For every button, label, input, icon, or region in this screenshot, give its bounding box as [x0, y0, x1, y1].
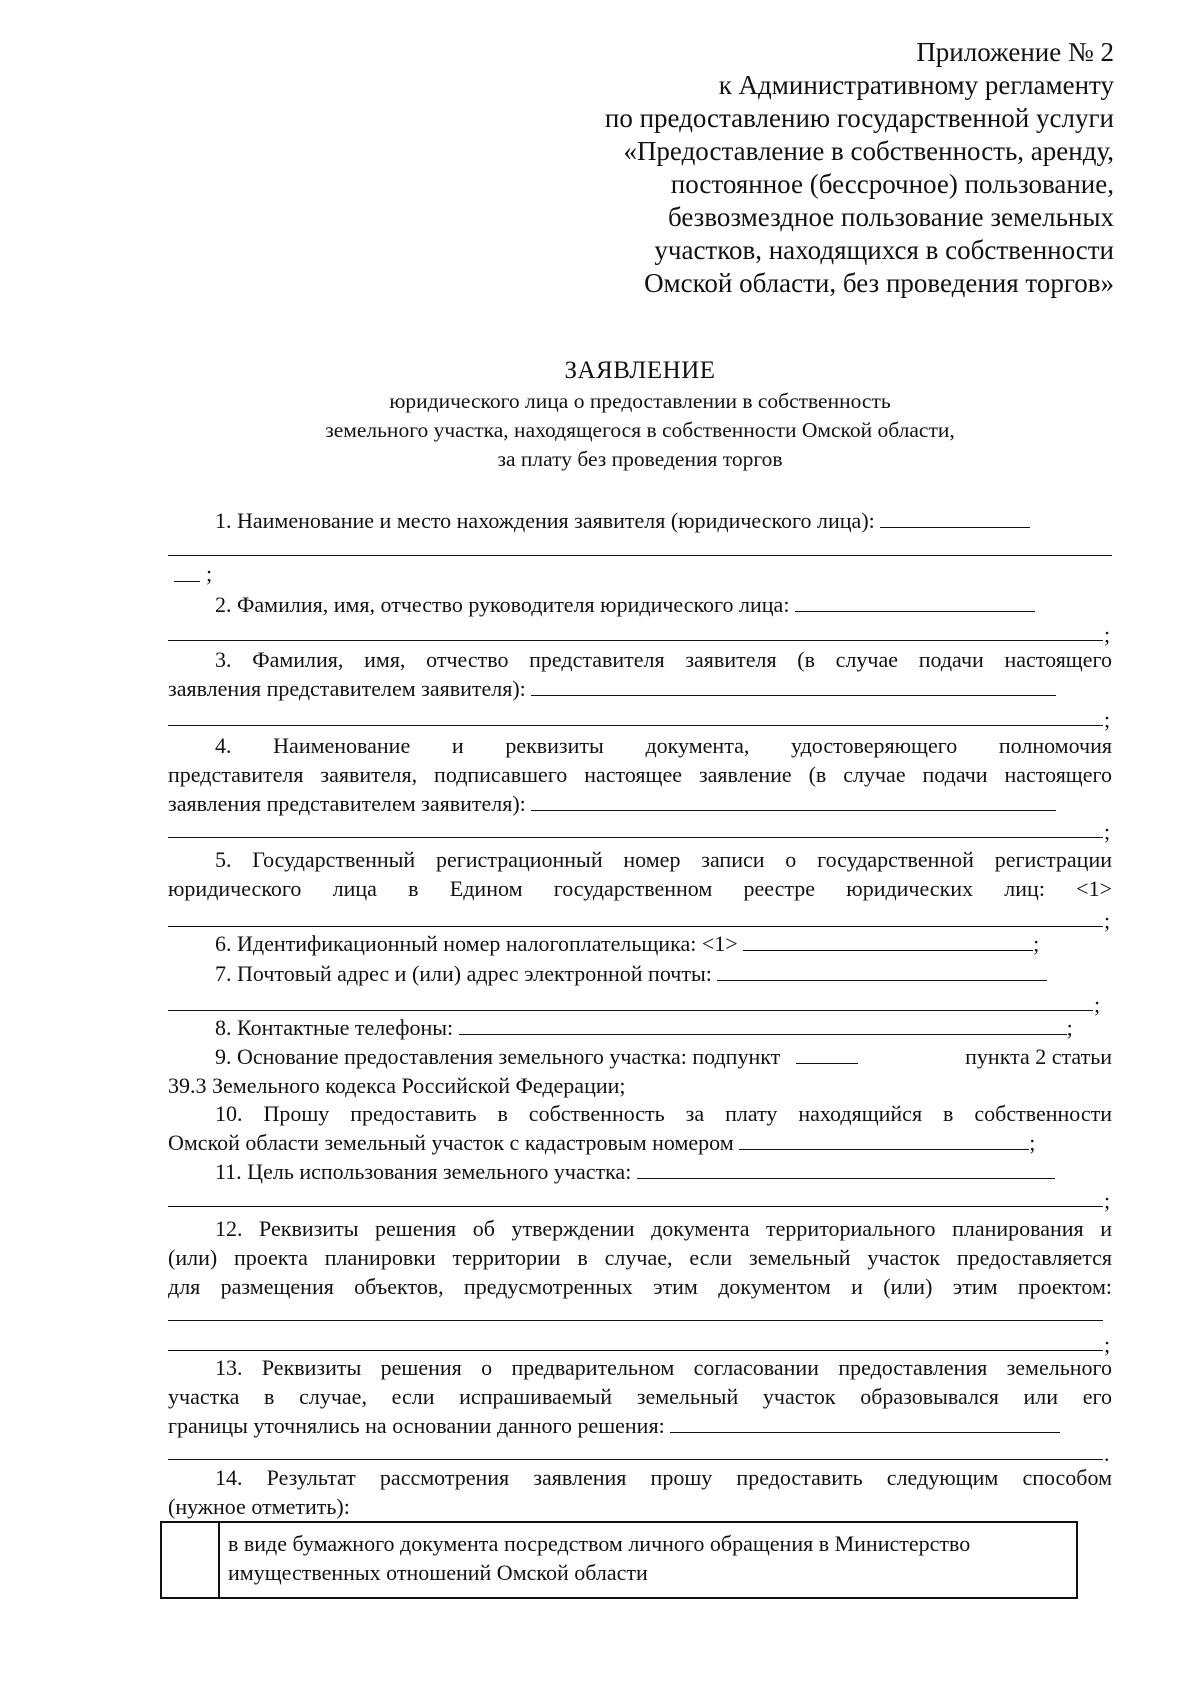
planning-decision-line-2[interactable]	[168, 1350, 1103, 1351]
semicolon: ;	[1104, 622, 1111, 647]
semicolon: ;	[1104, 1332, 1111, 1357]
item-13-line-2: участка в случае, если испрашиваемый земельный участок образовывался или его	[168, 1384, 1112, 1409]
item-3	[168, 645, 1112, 703]
item-10-line-2: Омской области земельный участок с кадастровым номером	[168, 1130, 734, 1155]
item-8-label: 8. Контактные телефоны:	[215, 1015, 454, 1040]
header-line: «Предоставление в собственность, аренду,	[623, 136, 1114, 166]
item-7	[168, 959, 1159, 988]
item-12-line-2: (или) проекта планировки территории в случае, если земельный участок предоставляется	[168, 1245, 1112, 1270]
item-11-label: 11. Цель использования земельного участка:	[215, 1159, 632, 1184]
item-14	[168, 1463, 1112, 1521]
item-1-label: 1. Наименование и место нахождения заявителя (юридического лица):	[215, 508, 875, 533]
semicolon: ;	[1094, 992, 1101, 1017]
period: .	[1104, 1441, 1110, 1466]
result-option-table	[160, 1521, 1078, 1599]
ogrn-line[interactable]	[168, 926, 1103, 927]
semicolon: ;	[1104, 707, 1111, 732]
item-3-line-1: 3. Фамилия, имя, отчество представителя заявителя (в случае подачи настоящего	[215, 647, 1112, 672]
item-13	[168, 1353, 1112, 1440]
item-2-label: 2. Фамилия, имя, отчество руководителя юридического лица:	[215, 592, 790, 617]
semicolon: ;	[1066, 1015, 1073, 1040]
item-4-line-1: 4. Наименование и реквизиты документа, удостоверяющего полномочия	[215, 733, 1112, 758]
authority-document-line[interactable]	[168, 837, 1103, 838]
header-line: Приложение № 2	[916, 37, 1114, 67]
planning-decision-line-1[interactable]	[168, 1320, 1103, 1321]
item-4	[168, 731, 1112, 818]
land-use-purpose-field[interactable]	[637, 1158, 1055, 1179]
semicolon: ;	[1104, 908, 1111, 933]
phones-field[interactable]	[459, 1014, 1067, 1035]
header-line: Омской области, без проведения торгов»	[644, 268, 1114, 298]
item-13-line-3: границы уточнялись на основании данного решения:	[168, 1413, 665, 1438]
authority-document-field[interactable]	[531, 790, 1056, 811]
item-4-line-2: представителя заявителя, подписавшего настоящее заявление (в случае подачи настоящего	[168, 762, 1112, 787]
applicant-name-field[interactable]	[880, 507, 1030, 528]
applicant-name-line-end[interactable]	[174, 581, 200, 582]
representative-name-field[interactable]	[531, 675, 1056, 696]
item-7-label: 7. Почтовый адрес и (или) адрес электронной почты:	[215, 961, 712, 986]
document-title: ЗАЯВЛЕНИЕ	[564, 357, 716, 384]
item-12	[168, 1214, 1112, 1301]
header-line: к Административному регламенту	[718, 70, 1114, 100]
item-1	[168, 506, 1159, 535]
postal-address-line[interactable]	[168, 1010, 1093, 1011]
postal-address-field[interactable]	[717, 960, 1047, 981]
director-name-line[interactable]	[168, 640, 1103, 641]
semicolon: ;	[1033, 931, 1040, 956]
header-line: постоянное (бессрочное) пользование,	[670, 169, 1114, 199]
item-11	[168, 1157, 1159, 1186]
subtitle-line: земельного участка, находящегося в собственности Омской области,	[325, 418, 955, 442]
semicolon: ;	[1104, 819, 1111, 844]
preliminary-approval-field[interactable]	[670, 1412, 1060, 1433]
item-10	[168, 1099, 1112, 1157]
item-5-line-2: юридического лица в Едином государственном реестре юридических лиц: <1>	[168, 876, 1112, 901]
result-option-checkbox[interactable]	[162, 1523, 220, 1597]
item-3-line-2: заявления представителем заявителя):	[168, 676, 526, 701]
header-line: участков, находящихся в собственности	[654, 235, 1114, 265]
preliminary-approval-line[interactable]	[168, 1459, 1103, 1460]
item-6	[168, 929, 1159, 958]
subtitle-line: юридического лица о предоставлении в собственность	[389, 389, 891, 413]
document-subtitle	[170, 387, 1110, 474]
subtitle-line: за плату без проведения торгов	[497, 447, 783, 471]
item-8	[168, 1013, 1159, 1042]
result-option-text	[228, 1529, 1072, 1587]
land-use-purpose-line[interactable]	[168, 1206, 1103, 1207]
item-5-line-1: 5. Государственный регистрационный номер записи о государственной регистрации	[215, 847, 1112, 872]
item-9-label-cont: пункта 2 статьи	[965, 1044, 1112, 1069]
applicant-name-line[interactable]	[168, 555, 1112, 556]
semicolon: ;	[1029, 1130, 1036, 1155]
director-name-field[interactable]	[795, 591, 1035, 612]
appendix-header	[500, 36, 1114, 300]
item-10-line-1: 10. Прошу предоставить в собственность за плату находящийся в собственности	[215, 1101, 1112, 1126]
item-14-line-2: (нужное отметить):	[168, 1494, 350, 1519]
item-9	[168, 1042, 1112, 1100]
result-option-line-2: имущественных отношений Омской области	[228, 1560, 648, 1585]
item-5	[168, 845, 1112, 903]
result-option-line-1: в виде бумажного документа посредством личного обращения в Министерство	[228, 1531, 971, 1556]
item-6-label: 6. Идентификационный номер налогоплательщика: <1>	[215, 931, 738, 956]
cadastral-number-field[interactable]	[739, 1129, 1029, 1150]
item-14-line-1: 14. Результат рассмотрения заявления прошу предоставить следующим способом	[215, 1465, 1112, 1490]
header-line: безвозмездное пользование земельных	[667, 202, 1114, 232]
semicolon: ;	[1104, 1188, 1111, 1213]
item-9-label: 9. Основание предоставления земельного участка: подпункт	[215, 1044, 781, 1069]
item-4-line-3: заявления представителем заявителя):	[168, 791, 526, 816]
representative-name-line[interactable]	[168, 725, 1103, 726]
item-2	[168, 590, 1159, 619]
header-line: по предоставлению государственной услуги	[604, 103, 1114, 133]
semicolon: ;	[206, 561, 213, 586]
inn-field[interactable]	[743, 930, 1033, 951]
subparagraph-field[interactable]	[796, 1043, 858, 1064]
item-12-line-1: 12. Реквизиты решения об утверждении документа территориального планирования и	[215, 1216, 1112, 1241]
item-9-line-2: 39.3 Земельного кодекса Российской Федерации;	[168, 1073, 626, 1098]
item-12-line-3: для размещения объектов, предусмотренных этим документом и (или) этим проектом:	[168, 1274, 1112, 1299]
item-13-line-1: 13. Реквизиты решения о предварительном согласовании предоставления земельного	[215, 1355, 1112, 1380]
